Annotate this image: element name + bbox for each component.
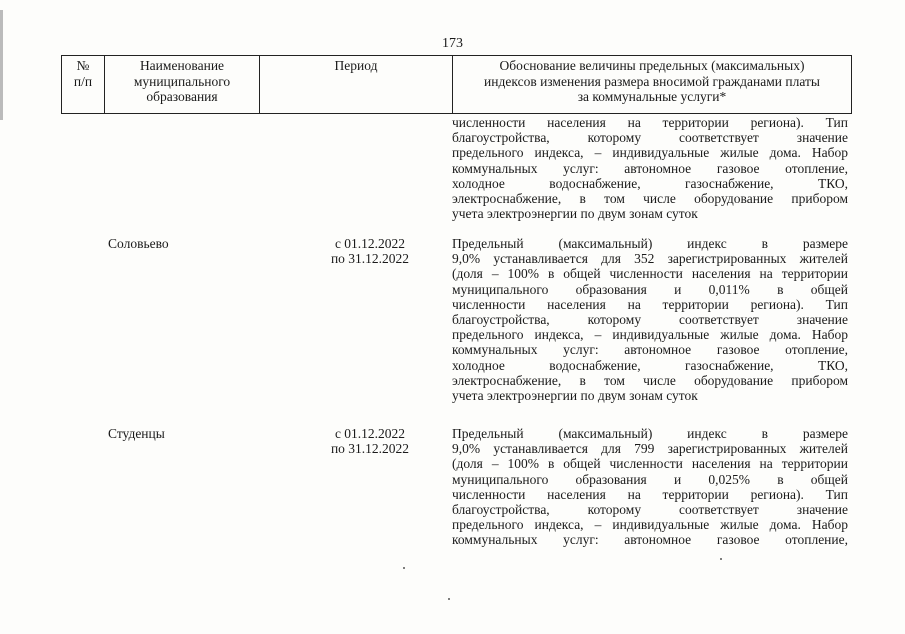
text-line: численности населения на территории региона). Тип <box>452 115 848 130</box>
text-line: учета электроэнергии по двум зонам суток <box>452 388 698 404</box>
text-line: благоустройства, которому соответствует значение <box>452 312 848 328</box>
text-line: муниципального образования и 0,025% в общей <box>452 471 848 487</box>
header-justification <box>452 56 851 113</box>
header-line: индексов изменения размера вносимой гражданами платы <box>484 73 820 89</box>
header-line: Наименование <box>139 58 225 73</box>
text-line: (доля – 100% в общей численности населения на территории <box>452 456 848 472</box>
table-row-period <box>300 236 440 266</box>
table-header <box>61 55 852 114</box>
text-line: численности населения на территории региона). Тип <box>452 486 848 502</box>
text-line: коммунальных услуг: автономное газовое отопление, <box>452 532 848 548</box>
header-line: п/п <box>73 73 93 89</box>
text-line: коммунальных услуг: автономное газовое отопление, <box>452 160 848 176</box>
text-line: предельного индекса, – индивидуальные жилые дома. Набор <box>452 145 848 161</box>
table-row-name: Соловьево <box>108 236 169 251</box>
header-num <box>62 56 104 113</box>
header-line: Период <box>334 58 378 73</box>
table-row-name: Студенцы <box>108 426 165 441</box>
text-line: холодное водоснабжение, газоснабжение, ТКО, <box>452 175 848 191</box>
table-row-justification <box>452 426 848 548</box>
text-line: благоустройства, которому соответствует значение <box>452 130 848 146</box>
table-row-period <box>300 426 440 456</box>
period-start: с 01.12.2022 <box>334 236 406 251</box>
period-end: по 31.12.2022 <box>330 441 410 457</box>
text-line: 9,0% устанавливается для 352 зарегистрированных жителей <box>452 251 848 267</box>
page-number: 173 <box>442 36 463 51</box>
scan-speck <box>403 567 405 569</box>
header-line: № <box>76 58 90 73</box>
header-line: муниципального <box>133 73 231 89</box>
header-name <box>104 56 259 113</box>
text-line: муниципального образования и 0,011% в общей <box>452 281 848 297</box>
text-line: холодное водоснабжение, газоснабжение, ТКО, <box>452 357 848 373</box>
text-line: электроснабжение, в том числе оборудование прибором <box>452 191 848 207</box>
continuation-text <box>452 115 848 221</box>
text-line: предельного индекса, – индивидуальные жилые дома. Набор <box>452 327 848 343</box>
text-line: благоустройства, которому соответствует значение <box>452 502 848 518</box>
scan-speck <box>448 598 450 600</box>
header-period <box>259 56 452 113</box>
scan-speck <box>720 558 722 560</box>
text-line: учета электроэнергии по двум зонам суток <box>452 206 698 222</box>
text-line: (доля – 100% в общей численности населения на территории <box>452 266 848 282</box>
scan-edge-mark <box>0 10 3 120</box>
text-line: Предельный (максимальный) индекс в размере <box>452 236 848 251</box>
table-row-justification <box>452 236 848 403</box>
header-line: за коммунальные услуги* <box>577 89 727 104</box>
text-line: коммунальных услуг: автономное газовое отопление, <box>452 342 848 358</box>
text-line: Предельный (максимальный) индекс в размере <box>452 426 848 441</box>
period-end: по 31.12.2022 <box>330 251 410 267</box>
header-line: Обоснование величины предельных (максимальных) <box>499 58 805 73</box>
text-line: 9,0% устанавливается для 799 зарегистрированных жителей <box>452 441 848 457</box>
text-line: предельного индекса, – индивидуальные жилые дома. Набор <box>452 517 848 533</box>
text-line: электроснабжение, в том числе оборудование прибором <box>452 372 848 388</box>
header-line: образования <box>146 89 218 104</box>
text-line: численности населения на территории региона). Тип <box>452 296 848 312</box>
period-start: с 01.12.2022 <box>334 426 406 441</box>
